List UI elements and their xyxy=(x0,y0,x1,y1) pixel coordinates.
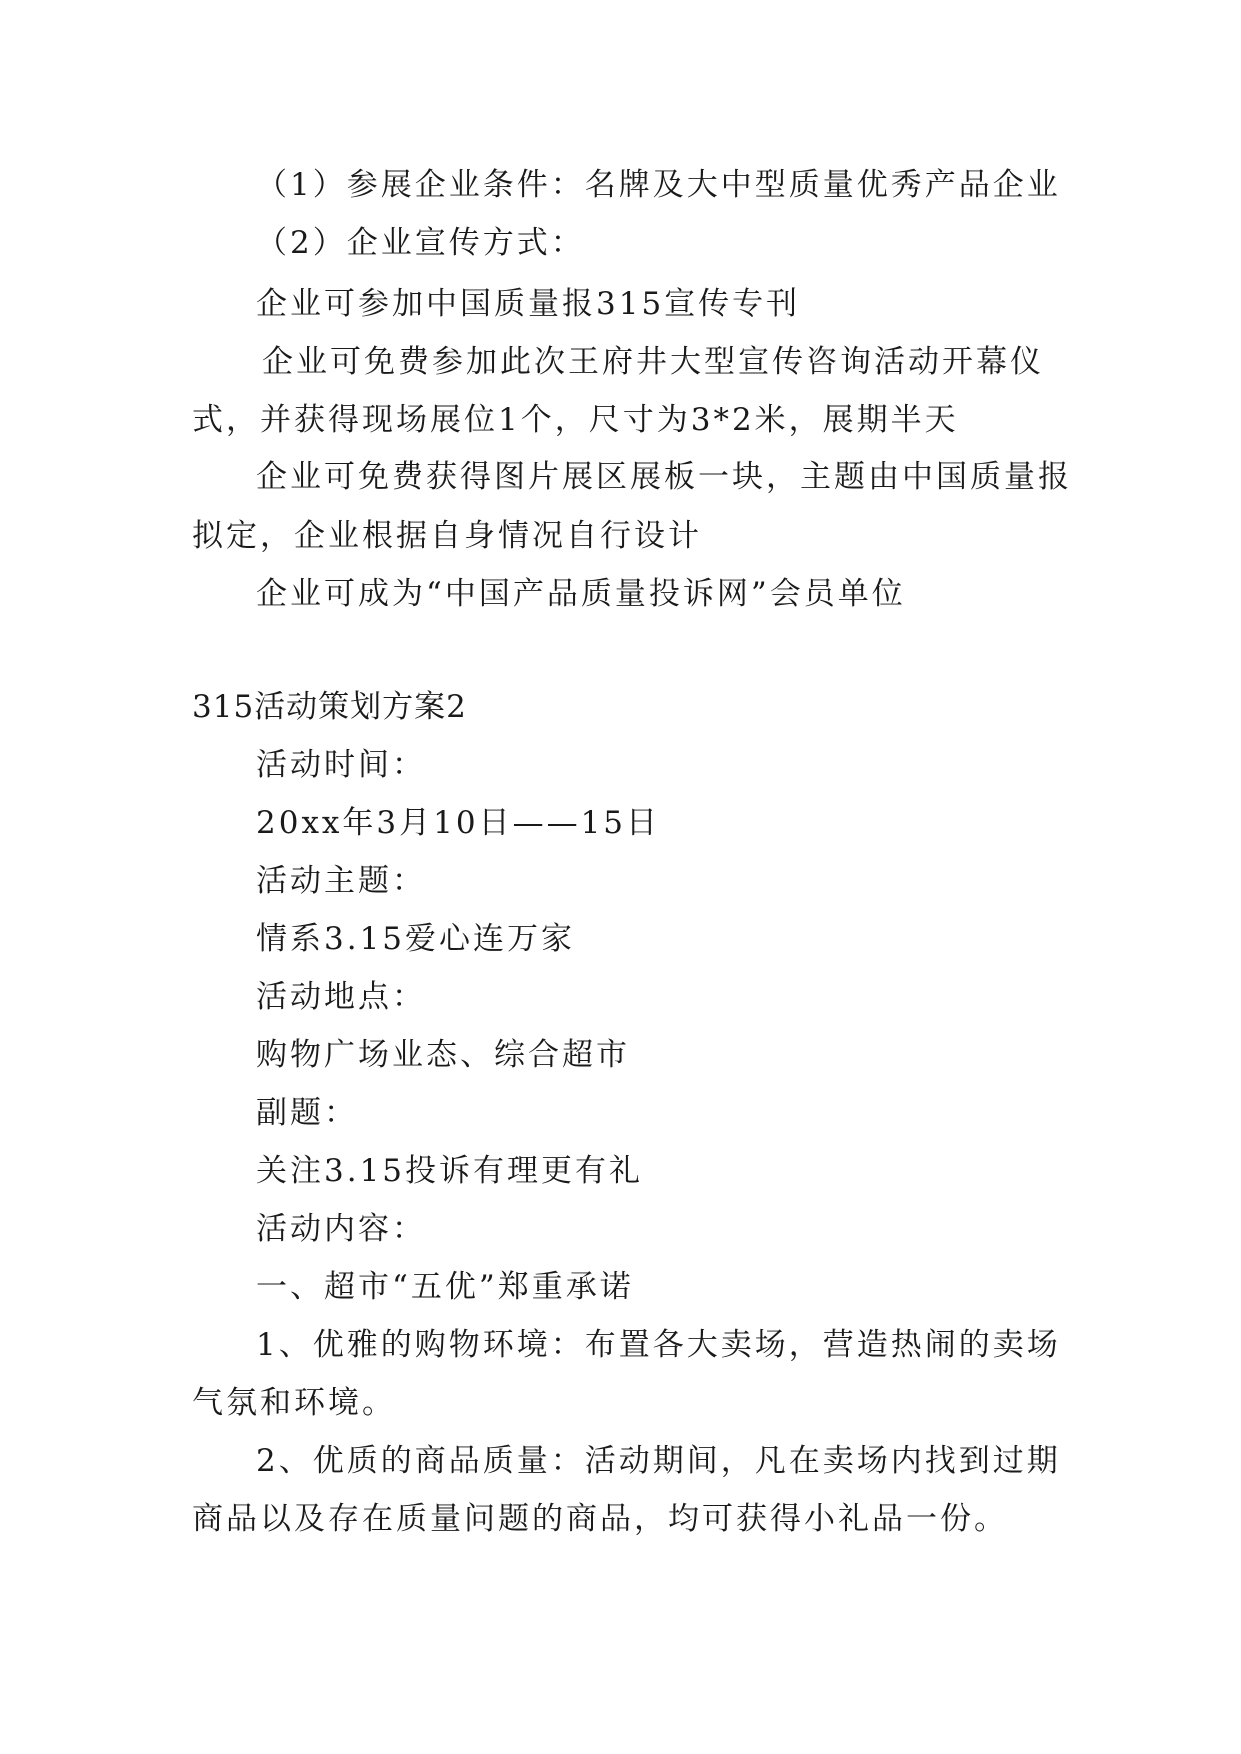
value-activity-location: 购物广场业态、综合超市 xyxy=(256,1037,630,1073)
paragraph-shopping-environment-cont: 气氛和环境。 xyxy=(192,1385,396,1421)
paragraph-product-quality: 2、优质的商品质量：活动期间，凡在卖场内找到过期 xyxy=(256,1443,1061,1479)
paragraph-opening-ceremony-cont: 式，并获得现场展位1个，尺寸为3*2米，展期半天 xyxy=(192,402,959,438)
paragraph-product-quality-cont: 商品以及存在质量问题的商品，均可获得小礼品一份。 xyxy=(192,1501,1008,1537)
paragraph-display-board-cont: 拟定，企业根据自身情况自行设计 xyxy=(192,518,702,554)
paragraph-promotion-methods: （2）企业宣传方式： xyxy=(256,225,585,261)
label-subtitle: 副题： xyxy=(256,1095,358,1131)
label-activity-content: 活动内容： xyxy=(256,1211,426,1247)
paragraph-member-unit: 企业可成为“中国产品质量投诉网”会员单位 xyxy=(256,576,906,612)
paragraph-shopping-environment: 1、优雅的购物环境：布置各大卖场，营造热闹的卖场 xyxy=(256,1327,1061,1363)
paragraph-special-issue: 企业可参加中国质量报315宣传专刊 xyxy=(256,286,801,322)
label-activity-location: 活动地点： xyxy=(256,979,426,1015)
value-activity-time: 20xx年3月10日——15日 xyxy=(256,805,661,841)
paragraph-opening-ceremony: 企业可免费参加此次王府井大型宣传咨询活动开幕仪 xyxy=(262,344,1044,380)
paragraph-five-promises: 一、超市“五优”郑重承诺 xyxy=(256,1269,634,1305)
value-subtitle: 关注3.15投诉有理更有礼 xyxy=(256,1153,644,1189)
label-activity-theme: 活动主题： xyxy=(256,863,426,899)
value-activity-theme: 情系3.15爱心连万家 xyxy=(256,921,576,957)
paragraph-display-board: 企业可免费获得图片展区展板一块，主题由中国质量报 xyxy=(256,459,1072,495)
paragraph-exhibitor-conditions: （1）参展企业条件：名牌及大中型质量优秀产品企业 xyxy=(256,167,1061,203)
section-title: 315活动策划方案2 xyxy=(192,689,467,725)
label-activity-time: 活动时间： xyxy=(256,747,426,783)
